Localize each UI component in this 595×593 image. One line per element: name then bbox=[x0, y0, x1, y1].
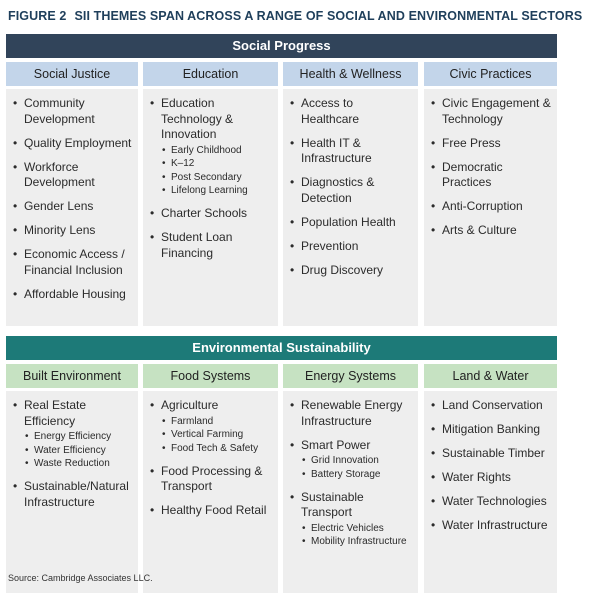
social-progress-section bbox=[6, 34, 557, 301]
list-item bbox=[149, 230, 274, 261]
environmental-column bbox=[143, 364, 278, 517]
sub-list-item: • Energy Efficiency bbox=[24, 430, 134, 444]
list-item bbox=[12, 160, 134, 191]
list-item-label: Water Rights bbox=[442, 470, 511, 484]
column-header: Land & Water bbox=[424, 364, 557, 388]
environmental-column bbox=[283, 364, 418, 547]
sub-list-item: • Waste Reduction bbox=[24, 457, 134, 471]
list-item bbox=[289, 96, 414, 127]
social-progress-banner: Social Progress bbox=[6, 34, 557, 58]
sub-list-item: • Battery Storage bbox=[301, 468, 414, 482]
list-item-label: Sustainable Transport bbox=[301, 489, 364, 519]
environmental-column bbox=[424, 364, 557, 532]
sub-list-item: • Lifelong Learning bbox=[161, 184, 274, 198]
sub-list bbox=[24, 430, 134, 471]
bullet-list bbox=[424, 89, 557, 239]
column-body bbox=[143, 391, 278, 593]
list-item bbox=[430, 422, 553, 438]
list-item-label: Healthy Food Retail bbox=[161, 503, 267, 517]
list-item-label: Free Press bbox=[442, 135, 501, 150]
list-item-label: Real Estate Efficiency bbox=[24, 398, 87, 428]
environmental-column bbox=[6, 364, 138, 509]
list-item-label: Workforce Development bbox=[24, 159, 95, 189]
list-item bbox=[430, 398, 553, 414]
list-item-label: Agriculture bbox=[161, 398, 219, 412]
list-item-label: Minority Lens bbox=[24, 223, 96, 237]
list-item bbox=[430, 446, 553, 462]
list-item-label: Affordable Housing bbox=[24, 286, 126, 301]
list-item bbox=[430, 494, 553, 510]
sub-list-item: • Mobility Infrastructure bbox=[301, 535, 414, 549]
list-item-label: Health IT & Infrastructure bbox=[301, 135, 372, 165]
list-item bbox=[12, 247, 134, 278]
list-item-label: Land Conservation bbox=[442, 398, 543, 412]
list-item bbox=[289, 239, 414, 255]
column-body bbox=[143, 89, 278, 326]
column-body bbox=[424, 391, 557, 593]
list-item-label: Diagnostics & Detection bbox=[301, 175, 375, 205]
list-item bbox=[12, 96, 134, 127]
column-header: Energy Systems bbox=[283, 364, 418, 388]
list-item-label: Renewable Energy Infrastructure bbox=[301, 398, 403, 428]
column-header: Social Justice bbox=[6, 62, 138, 86]
sub-list-item: • Vertical Farming bbox=[161, 428, 274, 442]
sub-list-item: • Farmland bbox=[161, 415, 274, 429]
column-header: Education bbox=[143, 62, 278, 86]
list-item bbox=[149, 503, 274, 519]
figure-title bbox=[8, 9, 582, 23]
bullet-list bbox=[424, 391, 557, 534]
sub-list bbox=[301, 454, 414, 481]
social-column bbox=[143, 62, 278, 260]
list-item-label: Water Technologies bbox=[442, 494, 547, 508]
list-item-label: Prevention bbox=[301, 238, 359, 253]
sub-list-item: • Grid Innovation bbox=[301, 454, 414, 468]
list-item-label: Population Health bbox=[301, 214, 396, 229]
sub-list-item: • Early Childhood bbox=[161, 144, 274, 158]
social-column bbox=[6, 62, 138, 301]
list-item-label: Civic Engagement & Technology bbox=[442, 96, 551, 126]
list-item bbox=[289, 398, 414, 429]
list-item bbox=[12, 287, 134, 303]
bullet-list bbox=[6, 89, 138, 302]
bullet-list bbox=[143, 89, 278, 261]
list-item bbox=[430, 96, 553, 127]
sub-list-item: • Electric Vehicles bbox=[301, 522, 414, 536]
list-item bbox=[289, 136, 414, 167]
column-body bbox=[424, 89, 557, 326]
column-header: Health & Wellness bbox=[283, 62, 418, 86]
column-body bbox=[283, 391, 418, 593]
list-item bbox=[12, 199, 134, 215]
bullet-list bbox=[283, 89, 418, 278]
list-item bbox=[12, 223, 134, 239]
bullet-list bbox=[283, 391, 418, 549]
list-item bbox=[430, 518, 553, 534]
column-body bbox=[283, 89, 418, 326]
sub-list-item: • K–12 bbox=[161, 157, 274, 171]
list-item-label: Mitigation Banking bbox=[442, 422, 541, 436]
sub-list bbox=[161, 144, 274, 198]
bullet-list bbox=[143, 391, 278, 519]
list-item-label: Democratic Practices bbox=[442, 159, 503, 189]
list-item-label: Access to Healthcare bbox=[301, 96, 360, 126]
list-item-label: Water Infrastructure bbox=[442, 518, 548, 532]
list-item bbox=[430, 160, 553, 191]
column-body bbox=[6, 391, 138, 593]
list-item bbox=[149, 96, 274, 198]
list-item-label: Community Development bbox=[24, 96, 95, 126]
list-item-label: Charter Schools bbox=[161, 206, 248, 220]
sub-list bbox=[161, 415, 274, 456]
list-item-label: Quality Employment bbox=[24, 135, 132, 150]
social-column bbox=[283, 62, 418, 277]
list-item bbox=[12, 398, 134, 471]
sub-list-item: • Water Efficiency bbox=[24, 444, 134, 458]
sub-list-item: • Post Secondary bbox=[161, 171, 274, 185]
environmental-sustainability-banner: Environmental Sustainability bbox=[6, 336, 557, 360]
list-item-label: Economic Access / Financial Inclusion bbox=[24, 247, 125, 277]
list-item bbox=[430, 223, 553, 239]
list-item-label: Education Technology & Innovation bbox=[161, 96, 234, 141]
list-item-label: Food Processing & Transport bbox=[161, 463, 263, 493]
list-item bbox=[289, 438, 414, 482]
column-header: Food Systems bbox=[143, 364, 278, 388]
list-item-label: Sustainable/Natural Infrastructure bbox=[24, 479, 129, 509]
list-item bbox=[289, 175, 414, 206]
sub-list bbox=[301, 522, 414, 549]
social-column bbox=[424, 62, 557, 237]
list-item bbox=[12, 479, 134, 510]
list-item bbox=[430, 470, 553, 486]
figure-number: FIGURE 2 bbox=[8, 9, 67, 23]
column-body bbox=[6, 89, 138, 326]
column-header: Civic Practices bbox=[424, 62, 557, 86]
list-item bbox=[289, 215, 414, 231]
list-item bbox=[430, 199, 553, 215]
list-item-label: Drug Discovery bbox=[301, 262, 384, 277]
list-item-label: Sustainable Timber bbox=[442, 446, 545, 460]
list-item-label: Gender Lens bbox=[24, 199, 94, 213]
list-item bbox=[12, 136, 134, 152]
environmental-sustainability-section bbox=[6, 336, 557, 547]
source-note: Source: Cambridge Associates LLC. bbox=[8, 573, 153, 583]
figure-title-text: SII THEMES SPAN ACROSS A RANGE OF SOCIAL AND ENVIRONMENTAL SECTORS bbox=[74, 9, 583, 23]
column-header: Built Environment bbox=[6, 364, 138, 388]
list-item bbox=[430, 136, 553, 152]
sub-list-item: • Food Tech & Safety bbox=[161, 442, 274, 456]
list-item bbox=[149, 464, 274, 495]
list-item bbox=[149, 398, 274, 455]
list-item bbox=[289, 263, 414, 279]
list-item bbox=[149, 206, 274, 222]
list-item-label: Student Loan Financing bbox=[161, 230, 233, 260]
list-item-label: Smart Power bbox=[301, 437, 371, 452]
list-item-label: Anti-Corruption bbox=[442, 199, 523, 213]
list-item bbox=[289, 490, 414, 549]
bullet-list bbox=[6, 391, 138, 510]
list-item-label: Arts & Culture bbox=[442, 223, 517, 237]
